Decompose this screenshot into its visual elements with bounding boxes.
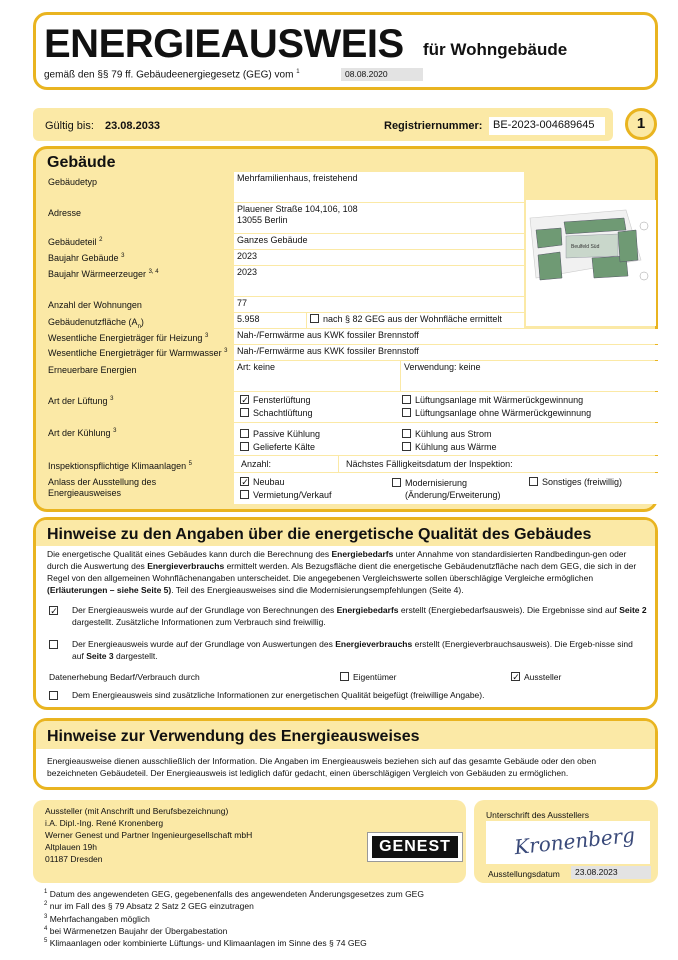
usage-title: Hinweise zur Verwendung des Energieausweises bbox=[47, 728, 420, 745]
issuer-label: Aussteller bbox=[524, 672, 562, 682]
vent-label-4: Lüftungsanlage ohne Wärmerückgewinnung bbox=[415, 408, 592, 418]
cool-checkbox-4[interactable] bbox=[402, 442, 411, 451]
label-klima-text: Inspektionspflichtige Klimaanlagen bbox=[48, 461, 187, 471]
q-b2: Energieverbrauchs bbox=[147, 561, 225, 571]
footnotes bbox=[44, 887, 424, 949]
value-wohnungen: 77 bbox=[234, 297, 524, 312]
q-b3: (Erläuterungen – siehe Seite 5) bbox=[47, 585, 172, 595]
value-erneuerbar-art: Art: keine bbox=[234, 361, 400, 391]
value-adresse bbox=[234, 203, 524, 233]
label-baujahr-text: Baujahr Gebäude bbox=[48, 253, 119, 263]
o1-c: erstellt (Energiebedarfsausweis). Die Ergebnisse sind auf bbox=[400, 605, 617, 615]
o2-b: Energieverbrauchs bbox=[335, 639, 413, 649]
cool-label-3: Gelieferte Kälte bbox=[253, 442, 316, 452]
q-p3: ermittelt werden. Als Bezugsfläche dient die energetische Gebäudenutzfläche nach dem GEG, die sich in der Regel von den allgemeinen Wohnflächenangaben unterscheidet. Die angegebenen Vergleichswerte sollen überschlägige Vergleiche ermöglichen bbox=[47, 561, 637, 583]
sup-w: 3 bbox=[224, 348, 228, 354]
label-nutzflaeche bbox=[48, 317, 144, 330]
signature-area bbox=[486, 821, 650, 864]
cool-checkbox-2[interactable] bbox=[402, 429, 411, 438]
occ-label-2: Modernisierung bbox=[405, 478, 468, 488]
o1-d: Seite 2 bbox=[619, 605, 647, 615]
vent-checkbox-2[interactable] bbox=[402, 395, 411, 404]
vent-opt-3 bbox=[240, 408, 313, 419]
sup-34: 3, 4 bbox=[148, 269, 159, 275]
occ-label-4: Vermietung/Verkauf bbox=[253, 490, 332, 500]
site-map-label: Beulfeld Süd bbox=[571, 244, 600, 250]
vent-label-1: Fensterlüftung bbox=[253, 395, 311, 405]
q-p2: unter Annahme von standardisierten Randbedingun-gen oder durch die Auswertung des bbox=[47, 549, 627, 571]
issuer-heading: Aussteller (mit Anschrift und Berufsbezeichnung) bbox=[45, 806, 229, 816]
vent-checkbox-4[interactable] bbox=[402, 408, 411, 417]
cooling-cell bbox=[234, 423, 658, 455]
fn-num-5: 5 bbox=[44, 938, 48, 945]
area-option-label: nach § 82 GEG aus der Wohnfläche ermittelt bbox=[323, 314, 502, 324]
occ-checkbox-3[interactable] bbox=[529, 477, 538, 486]
occ-opt-2 bbox=[392, 477, 501, 501]
date-label: Ausstellungsdatum bbox=[488, 869, 560, 879]
klima-date-cell: Nächstes Fälligkeitsdatum der Inspektion: bbox=[339, 456, 658, 472]
law-text-main: gemäß den §§ 79 ff. Gebäudeenergiegesetz (GEG) vom bbox=[44, 69, 294, 81]
o1-a: Der Energieausweis wurde auf der Grundlage von Berechnungen des bbox=[72, 605, 335, 615]
issuer-line1: i.A. Dipl.-Ing. René Kronenberg bbox=[45, 818, 164, 828]
label-nutzflaeche-text: Gebäudenutzfläche (A bbox=[48, 317, 138, 327]
fn-text-4: bei Wärmenetzen Baujahr der Übergabestation bbox=[49, 925, 228, 936]
quality-title: Hinweise zu den Angaben über die energetische Qualität des Gebäudes bbox=[47, 526, 592, 543]
value-baujahr-waerme: 2023 bbox=[234, 266, 524, 296]
label-adresse: Adresse bbox=[48, 208, 82, 218]
label-gebaeudetyp: Gebäudetyp bbox=[48, 177, 98, 187]
q-b1: Energiebedarfs bbox=[331, 549, 394, 559]
occ-checkbox-1[interactable] bbox=[240, 477, 249, 486]
vent-checkbox-1[interactable] bbox=[240, 395, 249, 404]
cool-checkbox-1[interactable] bbox=[240, 429, 249, 438]
occ-checkbox-2[interactable] bbox=[392, 478, 401, 487]
value-warmwasser: Nah-/Fernwärme aus KWK fossiler Brennstoff bbox=[234, 345, 658, 360]
label-baujahr-waerme bbox=[48, 269, 159, 279]
owner-checkbox[interactable] bbox=[340, 672, 349, 681]
issuer-checkbox[interactable] bbox=[511, 672, 520, 681]
label-gebaeudeteil-text: Gebäudeteil bbox=[48, 237, 97, 247]
fn-text-1: Datum des angewendeten GEG, gegebenenfalls des angewendeten Änderungsgesetzes zum GEG bbox=[49, 888, 424, 899]
o1-e: dargestellt. Zusätzliche Informationen zum Verbrauch sind freiwillig. bbox=[72, 617, 326, 627]
reg-number: BE-2023-004689645 bbox=[489, 117, 605, 135]
vent-checkbox-3[interactable] bbox=[240, 408, 249, 417]
cool-opt-4 bbox=[402, 442, 497, 453]
area-checkbox[interactable] bbox=[310, 314, 319, 323]
valid-label: Gültig bis: bbox=[45, 120, 94, 132]
cool-label-4: Kühlung aus Wärme bbox=[415, 442, 497, 452]
page-title: ENERGIEAUSWEIS bbox=[44, 22, 404, 66]
value-baujahr: 2023 bbox=[234, 250, 524, 265]
o1-b: Energiebedarfs bbox=[336, 605, 399, 615]
label-warmwasser-text: Wesentliche Energieträger für Warmwasser bbox=[48, 348, 222, 358]
q-p4: . Teil des Energieausweises sind die Modernisierungsempfehlungen (Seite 4). bbox=[171, 585, 464, 595]
value-gebaeudeteil: Ganzes Gebäude bbox=[234, 234, 524, 249]
label-anlass: Anlass der Ausstellung des Energieausweises bbox=[48, 477, 157, 498]
label-baujahr-waerme-text: Baujahr Wärmeerzeuger bbox=[48, 269, 147, 279]
signature-text: Kronenberg bbox=[513, 822, 637, 860]
site-map-svg bbox=[526, 200, 656, 326]
occ-opt-4 bbox=[240, 490, 332, 501]
sup-3: 3 bbox=[121, 253, 125, 259]
occ-opt-3 bbox=[529, 477, 622, 488]
fn-num-2: 2 bbox=[44, 901, 48, 908]
sup-l: 3 bbox=[110, 396, 114, 402]
label-gebaeudeteil bbox=[48, 237, 102, 247]
cool-label-1: Passive Kühlung bbox=[253, 429, 321, 439]
fn-text-5: Klimaanlagen oder kombinierte Lüftungs- und Klimaanlagen im Sinne des § 74 GEG bbox=[49, 938, 367, 949]
opt1-checkbox[interactable] bbox=[49, 606, 58, 615]
data-collection-label: Datenerhebung Bedarf/Verbrauch durch bbox=[49, 672, 200, 682]
sup-k: 3 bbox=[113, 428, 117, 434]
page-subtitle: für Wohngebäude bbox=[423, 40, 568, 59]
law-footnote: 1 bbox=[296, 69, 300, 75]
fn-num-3: 3 bbox=[44, 913, 48, 920]
occ-label-1: Neubau bbox=[253, 477, 285, 487]
area-close: ) bbox=[140, 317, 144, 327]
label-lueftung-text: Art der Lüftung bbox=[48, 396, 108, 406]
owner-label: Eigentümer bbox=[353, 672, 397, 682]
vent-label-2: Lüftungsanlage mit Wärmerückgewinnung bbox=[415, 395, 584, 405]
extra-checkbox[interactable] bbox=[49, 691, 58, 700]
cool-checkbox-3[interactable] bbox=[240, 442, 249, 451]
opt2-checkbox[interactable] bbox=[49, 640, 58, 649]
issuer-line4: 01187 Dresden bbox=[45, 854, 103, 864]
genest-logo-text: GENEST bbox=[372, 836, 458, 858]
owner-option bbox=[340, 672, 396, 682]
occasion-cell bbox=[234, 473, 658, 504]
issuer-option bbox=[511, 672, 561, 682]
occ-label-2b: (Änderung/Erweiterung) bbox=[405, 490, 501, 500]
footnote-4 bbox=[44, 924, 424, 936]
value-adresse-1: Plauener Straße 104,106, 108 bbox=[237, 204, 358, 214]
label-warmwasser bbox=[48, 348, 227, 358]
cool-opt-2 bbox=[402, 429, 492, 440]
ventilation-cell bbox=[234, 392, 658, 422]
label-baujahr bbox=[48, 253, 124, 263]
building-title: Gebäude bbox=[47, 154, 116, 171]
label-kuehlung-text: Art der Kühlung bbox=[48, 428, 111, 438]
fn-text-3: Mehrfachangaben möglich bbox=[49, 913, 150, 924]
fn-num-4: 4 bbox=[44, 925, 48, 932]
area-sub: n bbox=[137, 323, 141, 330]
valid-date: 23.08.2033 bbox=[105, 120, 161, 132]
vent-opt-2 bbox=[402, 395, 583, 406]
label-erneuerbar: Erneuerbare Energien bbox=[48, 365, 137, 375]
klima-count-cell: Anzahl: bbox=[234, 456, 338, 472]
genest-logo bbox=[367, 832, 463, 862]
label-klima bbox=[48, 461, 192, 471]
usage-text: Energieausweise dienen ausschließlich der Information. Die Angaben im Energieausweis beziehen sich auf das gesamte Gebäude oder den oben bezeichneten Gebäudeteil. Der Energieausweis ist lediglich dafür gedacht, einen überschlägigen Vergleich von Gebäuden zu ermöglichen. bbox=[47, 756, 597, 778]
vent-label-3: Schachtlüftung bbox=[253, 408, 313, 418]
issuer-line2: Werner Genest und Partner Ingenieurgesellschaft mbH bbox=[45, 830, 253, 840]
label-heizung-text: Wesentliche Energieträger für Heizung bbox=[48, 333, 203, 343]
cool-opt-1 bbox=[240, 429, 320, 440]
label-heizung bbox=[48, 333, 208, 343]
cool-opt-3 bbox=[240, 442, 315, 453]
opt1-text bbox=[72, 604, 647, 628]
quality-intro bbox=[47, 548, 645, 596]
label-lueftung bbox=[48, 396, 113, 406]
footnote-1 bbox=[44, 887, 424, 899]
fn-text-2: nur im Fall des § 79 Absatz 2 Satz 2 GEG einzutragen bbox=[49, 901, 254, 912]
opt2-text bbox=[72, 638, 647, 662]
issue-date: 23.08.2023 bbox=[571, 866, 651, 879]
extra-text: Dem Energieausweis sind zusätzliche Informationen zur energetischen Qualität beigefügt (freiwillige Angabe). bbox=[72, 690, 485, 700]
occ-label-3: Sonstiges (freiwillig) bbox=[542, 477, 623, 487]
footnote-5 bbox=[44, 936, 424, 948]
o2-a: Der Energieausweis wurde auf der Grundlage von Auswertungen des bbox=[72, 639, 333, 649]
label-kuehlung bbox=[48, 428, 116, 438]
reg-label: Registriernummer: bbox=[384, 120, 483, 132]
vent-opt-4 bbox=[402, 408, 591, 419]
q-p1: Die energetische Qualität eines Gebäudes kann durch die Berechnung des bbox=[47, 549, 330, 559]
label-wohnungen: Anzahl der Wohnungen bbox=[48, 300, 142, 310]
footnote-3 bbox=[44, 912, 424, 924]
occ-opt-1 bbox=[240, 477, 285, 488]
value-gebaeudetyp: Mehrfamilienhaus, freistehend bbox=[234, 172, 524, 202]
site-map-image bbox=[526, 200, 656, 326]
footnote-2 bbox=[44, 899, 424, 911]
fn-num-1: 1 bbox=[44, 889, 48, 895]
issuer-line3: Altplauen 19h bbox=[45, 842, 97, 852]
o2-e: dargestellt. bbox=[115, 651, 158, 661]
law-date: 08.08.2020 bbox=[341, 68, 423, 81]
vent-opt-1 bbox=[240, 395, 311, 406]
value-erneuerbar-verwendung: Verwendung: keine bbox=[401, 361, 658, 391]
law-text bbox=[44, 69, 300, 80]
value-adresse-2: 13055 Berlin bbox=[237, 215, 288, 225]
o2-d: Seite 3 bbox=[86, 651, 114, 661]
sup-h: 3 bbox=[204, 333, 209, 339]
cool-label-2: Kühlung aus Strom bbox=[415, 429, 492, 439]
occ-checkbox-4[interactable] bbox=[240, 490, 249, 499]
page-number-badge: 1 bbox=[625, 108, 657, 140]
value-heizung: Nah-/Fernwärme aus KWK fossiler Brennstoff bbox=[234, 329, 658, 344]
value-nutzflaeche: 5.958 bbox=[234, 313, 306, 328]
signature-label: Unterschrift des Ausstellers bbox=[486, 810, 589, 820]
nutzflaeche-option bbox=[307, 313, 524, 328]
o2-c: erstellt (Energieverbrauchsausweis). Die Ergeb-nisse sind auf bbox=[72, 639, 633, 661]
sup-2: 2 bbox=[99, 237, 103, 243]
sup-5: 5 bbox=[188, 461, 192, 467]
